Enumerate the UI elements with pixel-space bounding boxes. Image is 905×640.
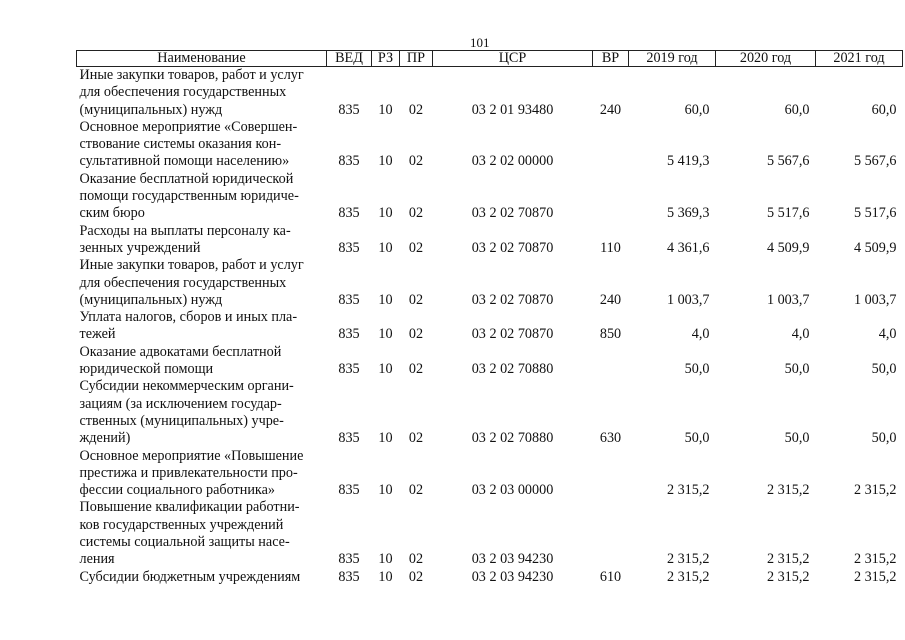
- row-ved: 835: [338, 239, 360, 256]
- row-rz: 10: [378, 153, 393, 170]
- row-2019: 5 369,3: [666, 205, 710, 222]
- row-2021: 60,0: [871, 101, 897, 118]
- row-2019: 1 003,7: [666, 291, 710, 308]
- table-row: [77, 171, 903, 223]
- table-row: [77, 223, 903, 258]
- row-2019: 2 315,2: [666, 568, 710, 585]
- row-rz: 10: [378, 239, 393, 256]
- row-csr: 03 2 02 70880: [471, 430, 554, 447]
- row-rz: 10: [378, 205, 393, 222]
- row-csr: 03 2 03 94230: [471, 551, 554, 568]
- row-ved: 835: [338, 205, 360, 222]
- row-name: Субсидии некоммерческим органи- зациям (за исключением государ- ственных (муниципальных) учре- ждений): [79, 378, 294, 447]
- row-2021: 5 517,6: [853, 205, 897, 222]
- row-2020: 2 315,2: [766, 568, 810, 585]
- row-2020: 50,0: [784, 361, 810, 378]
- row-csr: 03 2 01 93480: [471, 101, 554, 118]
- row-rz: 10: [378, 291, 393, 308]
- row-2020: 2 315,2: [766, 551, 810, 568]
- row-csr: 03 2 02 70870: [471, 239, 554, 256]
- row-vr: [593, 448, 629, 500]
- row-2019: 4 361,6: [666, 239, 710, 256]
- row-name: Уплата налогов, сборов и иных пла- тежей: [79, 309, 298, 343]
- table-row: [77, 499, 903, 568]
- row-ved: 835: [338, 326, 360, 343]
- row-rz: 10: [378, 430, 393, 447]
- header-pr: ПР: [400, 51, 433, 67]
- table-row: [77, 448, 903, 500]
- row-pr: 02: [408, 361, 424, 378]
- row-2019: 5 419,3: [666, 153, 710, 170]
- row-2021: 4 509,9: [853, 239, 897, 256]
- table-row: [77, 569, 903, 586]
- row-rz: 10: [378, 482, 393, 499]
- header-csr: ЦСР: [433, 51, 593, 67]
- row-vr: [593, 171, 629, 223]
- row-vr: 850: [599, 326, 622, 343]
- row-pr: 02: [408, 326, 424, 343]
- row-2019: 50,0: [684, 361, 710, 378]
- page-number: 101: [470, 35, 490, 50]
- row-2020: 5 567,6: [766, 153, 810, 170]
- row-2020: 5 517,6: [766, 205, 810, 222]
- row-2021: 1 003,7: [853, 291, 897, 308]
- row-ved: 835: [338, 568, 360, 585]
- row-ved: 835: [338, 430, 360, 447]
- header-2021: 2021 год: [816, 51, 903, 67]
- row-pr: 02: [408, 551, 424, 568]
- row-2019: 50,0: [684, 430, 710, 447]
- row-pr: 02: [408, 205, 424, 222]
- row-vr: 240: [599, 101, 622, 118]
- table-row: [77, 67, 903, 119]
- row-2020: 4,0: [791, 326, 810, 343]
- row-vr: [593, 344, 629, 379]
- row-name: Оказание адвокатами бесплатной юридической помощи: [79, 343, 282, 378]
- row-2021: 2 315,2: [853, 482, 897, 499]
- row-csr: 03 2 02 70880: [471, 361, 554, 378]
- header-rz: РЗ: [372, 51, 400, 67]
- row-pr: 02: [408, 291, 424, 308]
- header-vr: ВР: [593, 51, 629, 67]
- row-csr: 03 2 03 00000: [471, 482, 554, 499]
- row-pr: 02: [408, 153, 424, 170]
- row-ved: 835: [338, 361, 360, 378]
- row-2021: 50,0: [871, 430, 897, 447]
- table-row: [77, 344, 903, 379]
- row-vr: 610: [599, 568, 622, 585]
- row-name: Повышение квалификации работни- ков государственных учреждений системы социальной защиты насе- ления: [79, 499, 300, 568]
- row-name: Основное мероприятие «Совершен- ствование системы оказания кон- сультативной помощи населению»: [79, 118, 298, 170]
- row-csr: 03 2 02 70870: [471, 205, 554, 222]
- table-row: [77, 119, 903, 171]
- row-2019: 4,0: [691, 326, 710, 343]
- row-ved: 835: [338, 291, 360, 308]
- row-csr: 03 2 02 70870: [471, 291, 554, 308]
- row-csr: 03 2 03 94230: [471, 568, 554, 585]
- row-pr: 02: [408, 101, 424, 118]
- row-2020: 1 003,7: [766, 291, 810, 308]
- row-ved: 835: [338, 153, 360, 170]
- row-csr: 03 2 02 70870: [471, 326, 554, 343]
- row-name: Субсидии бюджетным учреждениям: [79, 568, 301, 585]
- row-2020: 50,0: [784, 430, 810, 447]
- row-2019: 2 315,2: [666, 551, 710, 568]
- row-vr: 630: [599, 430, 622, 447]
- header-name: Наименование: [77, 51, 327, 67]
- row-rz: 10: [378, 326, 393, 343]
- row-2019: 60,0: [684, 101, 710, 118]
- table-row: [77, 309, 903, 344]
- row-2020: 2 315,2: [766, 482, 810, 499]
- row-ved: 835: [338, 482, 360, 499]
- row-2020: 4 509,9: [766, 239, 810, 256]
- table-header-row: [77, 51, 903, 67]
- row-rz: 10: [378, 568, 393, 585]
- budget-table: [76, 50, 903, 586]
- row-2021: 5 567,6: [853, 153, 897, 170]
- row-pr: 02: [408, 568, 424, 585]
- row-rz: 10: [378, 551, 393, 568]
- row-ved: 835: [338, 551, 360, 568]
- row-pr: 02: [408, 430, 424, 447]
- row-name: Иные закупки товаров, работ и услуг для обеспечения государственных (муниципальных) нужд: [79, 257, 304, 308]
- row-name: Иные закупки товаров, работ и услуг для обеспечения государственных (муниципальных) нужд: [79, 67, 304, 118]
- row-2021: 2 315,2: [853, 568, 897, 585]
- row-name: Оказание бесплатной юридической помощи государственным юридиче- ским бюро: [79, 170, 299, 222]
- row-vr: 240: [599, 291, 622, 308]
- row-2020: 60,0: [784, 101, 810, 118]
- row-rz: 10: [378, 101, 393, 118]
- row-rz: 10: [378, 361, 393, 378]
- row-ved: 835: [338, 101, 360, 118]
- row-2021: 50,0: [871, 361, 897, 378]
- row-pr: 02: [408, 482, 424, 499]
- row-vr: [593, 119, 629, 171]
- row-pr: 02: [408, 239, 424, 256]
- header-2020: 2020 год: [716, 51, 816, 67]
- row-vr: 110: [600, 239, 621, 256]
- header-ved: ВЕД: [327, 51, 372, 67]
- row-name: Основное мероприятие «Повышение престижа и привлекательности про- фессии социального работника»: [79, 447, 304, 499]
- row-name: Расходы на выплаты персоналу ка- зенных учреждений: [79, 222, 291, 256]
- table-row: [77, 378, 903, 447]
- row-2019: 2 315,2: [666, 482, 710, 499]
- row-vr: [593, 499, 629, 568]
- row-2021: 4,0: [878, 326, 897, 343]
- row-2021: 2 315,2: [853, 551, 897, 568]
- row-csr: 03 2 02 00000: [471, 153, 554, 170]
- header-2019: 2019 год: [629, 51, 716, 67]
- table-row: [77, 257, 903, 309]
